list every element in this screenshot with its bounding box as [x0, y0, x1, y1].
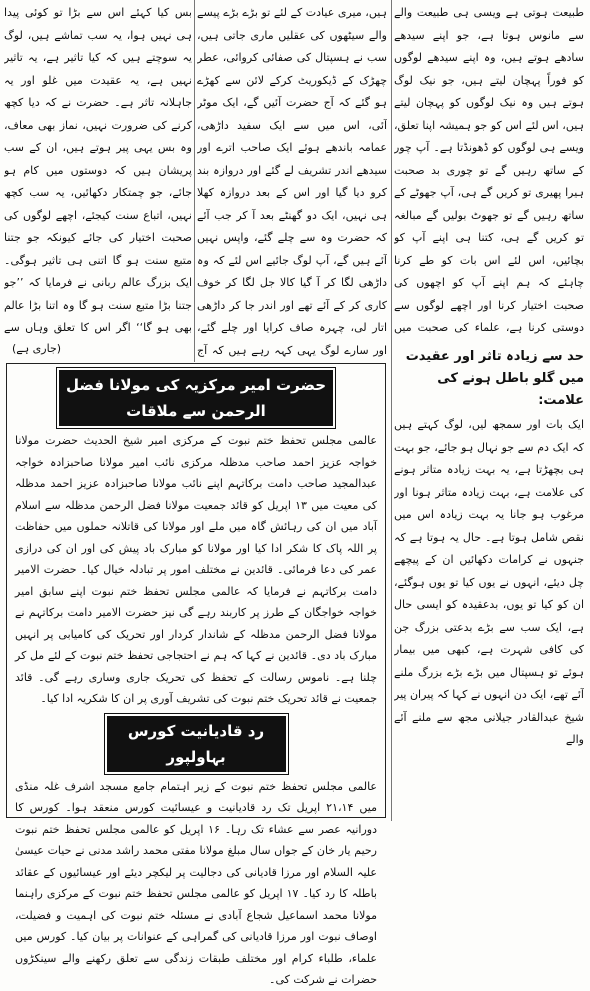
news-body: عالمی مجلس تحفظ ختم نبوت کے زیر اہتمام جامع مسجد اشرف غلہ منڈی میں ۲۱،۱۴ اپریل تک رد قادیانیت و عیسائیت کورس منعقد ہوا۔ کورس کا دورانیہ عصر سے عشاء تک رہا۔ ۱۶ اپریل کو عالمی مجلس تحفظ ختم نبوت رحیم یار خان کے جواں سال مبلغ مولانا مفتی محمد راشد مدنی نے حیات عیسیٰ علیہ السلام اور مرزا قادیانی کی دجالیت پر لیکچر دیئے اور عیسائیوں کے عقائد باطلہ کا رد کیا۔ ۱۷ اپریل کو عالمی مجلس تحفظ ختم نبوت کے مرکزی راہنما مولانا محمد اسماعیل شجاع آبادی نے مسئلہ ختم نبوت کی اہمیت و فضیلت، اوصاف نبوت اور مرزا قادیانی کی گمراہی کے عنوانات پر بیان کیا۔ کورس میں علماء، طلباء کرام اور مختلف طبقات زندگی سے تعلق رکھنے والے سینکڑوں حضرات نے شرکت کی۔ — [15, 779, 377, 986]
column-divider — [391, 0, 392, 821]
column-left — [4, 2, 192, 342]
news-headline: رد قادیانیت کورس بہاولپور — [107, 716, 286, 772]
column-text: بس کیا کہئے اس سے بڑا تو کوئی پیدا ہی نہیں ہوا، یہ سب تماشے ہیں، لوگ یہ سوچتے ہیں کہ کیا تاثیر ہے، یہ تاثیر نہیں ہے، یہ عقیدت میں غلو اور یہ جاہلانہ تاثر ہے۔ حضرت نے کہ دیا کچھ کرنے کی ضرورت نہیں، نماز بھی معاف، وہ بس یہی پیر ہوتے ہیں، ان کے سب پریشان ہیں کہ دوستوں میں کام ہو جائے، جو چمتکار دکھائیں، یہ سب کچھ نہیں، اتباع سنت کیجئے، اچھے لوگوں کی صحبت اختیار کی جائے کیونکہ جو جتنا متبع سنت ہو گا اتنی ہی تاثیر ہوگی۔ ایک بزرگ عالم ربانی نے فرمایا کہ ’’جو جتنا بڑا متبع سنت ہو گا وہ اتنا بڑا عالم بھی ہو گا‘‘ اگر اس کا تعلق وہاں سے — [4, 6, 192, 334]
column-right-top — [394, 2, 584, 342]
news-headline: حضرت امیر مرکزیہ کی مولانا فضل الرحمن سے ملاقات — [59, 370, 333, 426]
column-text: طبیعت ہوتی ہے ویسی ہی طبیعت والے سے مانوس ہوتا ہے، جو اپنے سیدھے سادھے ہوتے ہیں، وہ اپنے سیدھے لوگوں کو فوراً پہچان لیتے ہیں، جو نیک لوگ ہوتے ہیں وہ نیک لوگوں کو پہچان لیتے ہیں، اس لئے اس کو جو ہمیشہ اپنا تعلق، ویسے ہی لوگوں کو ڈھونڈتا ہے۔ آپ چور کے ساتھ رہیں گے تو چوری بد صحبت ہیرا پھیری تو کریں گے ہی، آپ جھوٹے کے ساتھ رہیں گے تو جھوٹ بولیں گے مبالغہ تو کریں گے ہی، کتنا ہی اپنے آپ کو بچائیں، اس لئے اس بات کو طے کرنا چاہئے کہ ہم اپنے آپ کو اچھوں کی صحبت اختیار کرنا اور اچھے لوگوں سے دوستی کرنا ہے، علماء کی صحبت میں — [394, 6, 584, 334]
column-text: ہیں، میری عیادت کے لئے تو بڑے بڑے پیسے والے سیٹھوں کی عقلیں ماری جاتی ہیں، سب نے ہسپتال کی صفائی کروائی، عطر چھڑک کے ڈیکوریٹ کرکے لائن سے کھڑے ہو گئے کہ آج حضرت آئیں گے، ایک موٹر آئی، اس میں سے ایک سفید داڑھی، عمامہ باندھے ہوئے ایک صاحب اترے اور سیدھے اندر تشریف لے گئے اور دروازہ بند کرو دیا گیا اور اس کے بعد دروازہ کھلا ہی نہیں، ایک دو گھنٹے بعد آ کر جب آئے کہ حضرت وہ سے چلے گئے، واپس نہیں آئے ہیں گے، آپ لوگ جائیے اس لئے کہ وہ داڑھی لگا کر آ گیا کالا جل لگا کر خوف کاری کر کے آئے تھے اور اندر جا کر داڑھی اتار لی، چہرہ صاف کرایا اور چلے گئے، اور سارے لوگ یہی کہہ رہے ہیں کہ آج — [197, 6, 387, 357]
news-box — [6, 363, 386, 986]
continued-label: (جاری ہے) — [12, 342, 62, 355]
column-divider — [194, 0, 195, 362]
column-text: ایک بات اور سمجھ لیں، لوگ کہتے ہیں کہ ایک دم سے جو نہال ہو جائے، جو بہت ہی بچھڑتا ہے، یہ بہت زیادہ متاثر ہونے کی علامت ہے، بہت زیادہ متاثر ہونا اور مرغوب ہو جانا یہ بہت زیادہ اس میں نقص شامل ہوتا ہے۔ حال یہ ہوتا ہے کہ جنہوں نے کرامات دکھائیں ان کے پیچھے چل دیئے، انہوں نے یوں کیا تو یوں ہوگئے، ان کو کیا تو یوں، بدعقیدہ کو ایسی حال ہے، ایک سب سے بڑے بدعتی بزرگ جن کی کافی شہرت ہے، کبھی میں بیمار ہوئے تو ہسپتال میں بڑے بڑے بزرگ ملنے آئے تھے، ایک دن انہوں نے کہا کہ پیران پیر شیخ عبدالقادر جیلانی مجھ سے ملنے آئے والے — [394, 418, 584, 746]
section-heading: حد سے زیادہ تاثر اور عقیدت میں گلو باطل ہونے کی علامت: — [405, 349, 584, 408]
column-right-lower — [394, 342, 584, 818]
column-middle — [197, 2, 387, 362]
news-body: عالمی مجلس تحفظ ختم نبوت کے مرکزی امیر شیخ الحدیث حضرت مولانا خواجہ عزیز احمد صاحب مدظلہ مرکزی نائب امیر مولانا صاحبزادہ خواجہ عبدالمجید صاحب دامت برکاتہم اپنے نائب مولانا صاحبزادہ عزیز احمد مدظلہ کی معیت میں ۱۳ اپریل کو قائد جمعیت مولانا فضل الرحمن مدظلہ سے اسلام آباد میں ان کی رہائش گاہ میں ملے اور مولانا کی قاتلانہ حملوں میں حفاظت پر اللہ پاک کا شکر ادا کیا اور مولانا کو مبارک باد پیش کی اور ان کی درازی عمر کی دعا فرمائی۔ قائدین نے مختلف امور پر تبادلہ خیال کیا۔ حضرت الامیر دامت برکاتہم نے فرمایا کہ عالمی مجلس تحفظ ختم نبوت اپنے سابق امیر خواجہ خواجگان کے طرز پر کاربند رہے گی نیز حضرت الامیر دامت برکاتہم نے مولانا فضل الرحمن مدظلہ کے شاندار کردار اور تحریک کی کامیابی پر انہیں مبارک باد دی۔ قائدین نے کہا کہ ہم نے احتجاجی تحفظ ختم نبوت کے لئے مل کر چلنا ہے۔ ناموس رسالت کے تحفظ کی تحریک جاری وساری رہے گی۔ قائد جمعیت نے قائد تحریک ختم نبوت کی تشریف آوری پر ان کا شکریہ ادا کیا۔ — [15, 434, 377, 705]
